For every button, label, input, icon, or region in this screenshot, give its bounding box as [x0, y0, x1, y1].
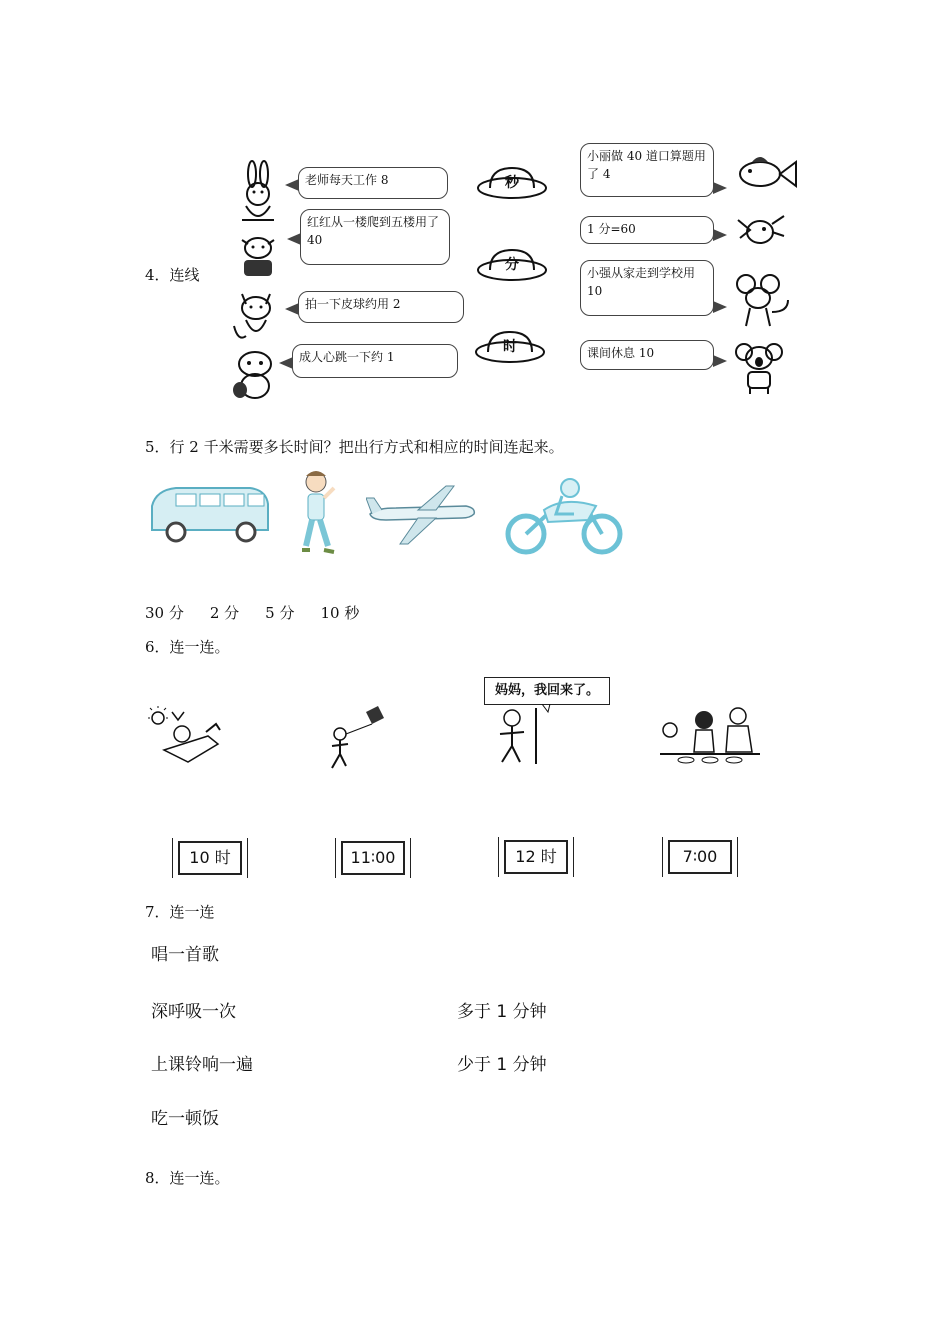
kite-flying-icon	[322, 704, 392, 774]
speech-bubble: 小强从家走到学校用 10	[580, 260, 714, 316]
speech-bubble: 拍一下皮球约用 2	[298, 291, 464, 323]
cow-icon	[234, 232, 282, 282]
bird-icon	[736, 210, 786, 256]
option-30min: 30 分	[145, 604, 184, 622]
q7-left-item: 吃一顿饭	[151, 1109, 219, 1129]
hat-second: 秒	[476, 166, 548, 200]
q4-title: 4．连线	[145, 266, 200, 284]
q8-title: 8．连一连。	[145, 1169, 230, 1187]
q7-right-item: 少于 1 分钟	[457, 1055, 547, 1075]
cat-icon	[230, 286, 282, 346]
time-box: 11∶00	[341, 841, 405, 875]
fox-icon	[228, 346, 282, 402]
q7-title: 7．连一连	[145, 903, 215, 921]
q5-options	[145, 602, 385, 623]
airplane-icon	[366, 484, 478, 546]
q7-left-item: 深呼吸一次	[151, 1002, 236, 1022]
speech-bubble: 小丽做 40 道口算题用了 4	[580, 143, 714, 197]
q5-title: 5．行 2 千米需要多长时间？把出行方式和相应的时间连起来。	[145, 438, 564, 456]
time-box: 7∶00	[668, 840, 732, 874]
fish-icon	[732, 150, 798, 198]
waking-up-icon	[148, 706, 224, 770]
q6-title: 6．连一连。	[145, 638, 230, 656]
rabbit-icon	[234, 160, 282, 230]
time-box: 12 时	[504, 840, 568, 874]
option-2min: 2 分	[209, 604, 240, 622]
speech-box: 妈妈，我回来了。	[484, 677, 610, 705]
q7-left-item: 上课铃响一遍	[151, 1055, 253, 1075]
hat-minute: 分	[476, 248, 548, 282]
q7-left-item: 唱一首歌	[151, 945, 219, 965]
time-box: 10 时	[178, 841, 242, 875]
speech-bubble: 老师每天工作 8	[298, 167, 448, 199]
van-icon	[146, 484, 274, 544]
family-dinner-icon	[656, 704, 762, 768]
speech-bubble: 1 分=60	[580, 216, 714, 244]
mouse-icon	[732, 272, 792, 330]
option-10sec: 10 秒	[320, 604, 360, 622]
speech-bubble: 红红从一楼爬到五楼用了 40	[300, 209, 450, 265]
speech-bubble: 成人心跳一下约 1	[292, 344, 458, 378]
coming-home-icon	[490, 704, 560, 768]
koala-icon	[734, 340, 784, 396]
option-5min: 5 分	[265, 604, 295, 622]
boy-walking-icon	[294, 468, 340, 560]
speech-bubble: 课间休息 10	[580, 340, 714, 370]
q7-right-item: 多于 1 分钟	[457, 1002, 547, 1022]
motorcycle-icon	[504, 474, 624, 558]
hat-hour: 时	[474, 330, 546, 364]
